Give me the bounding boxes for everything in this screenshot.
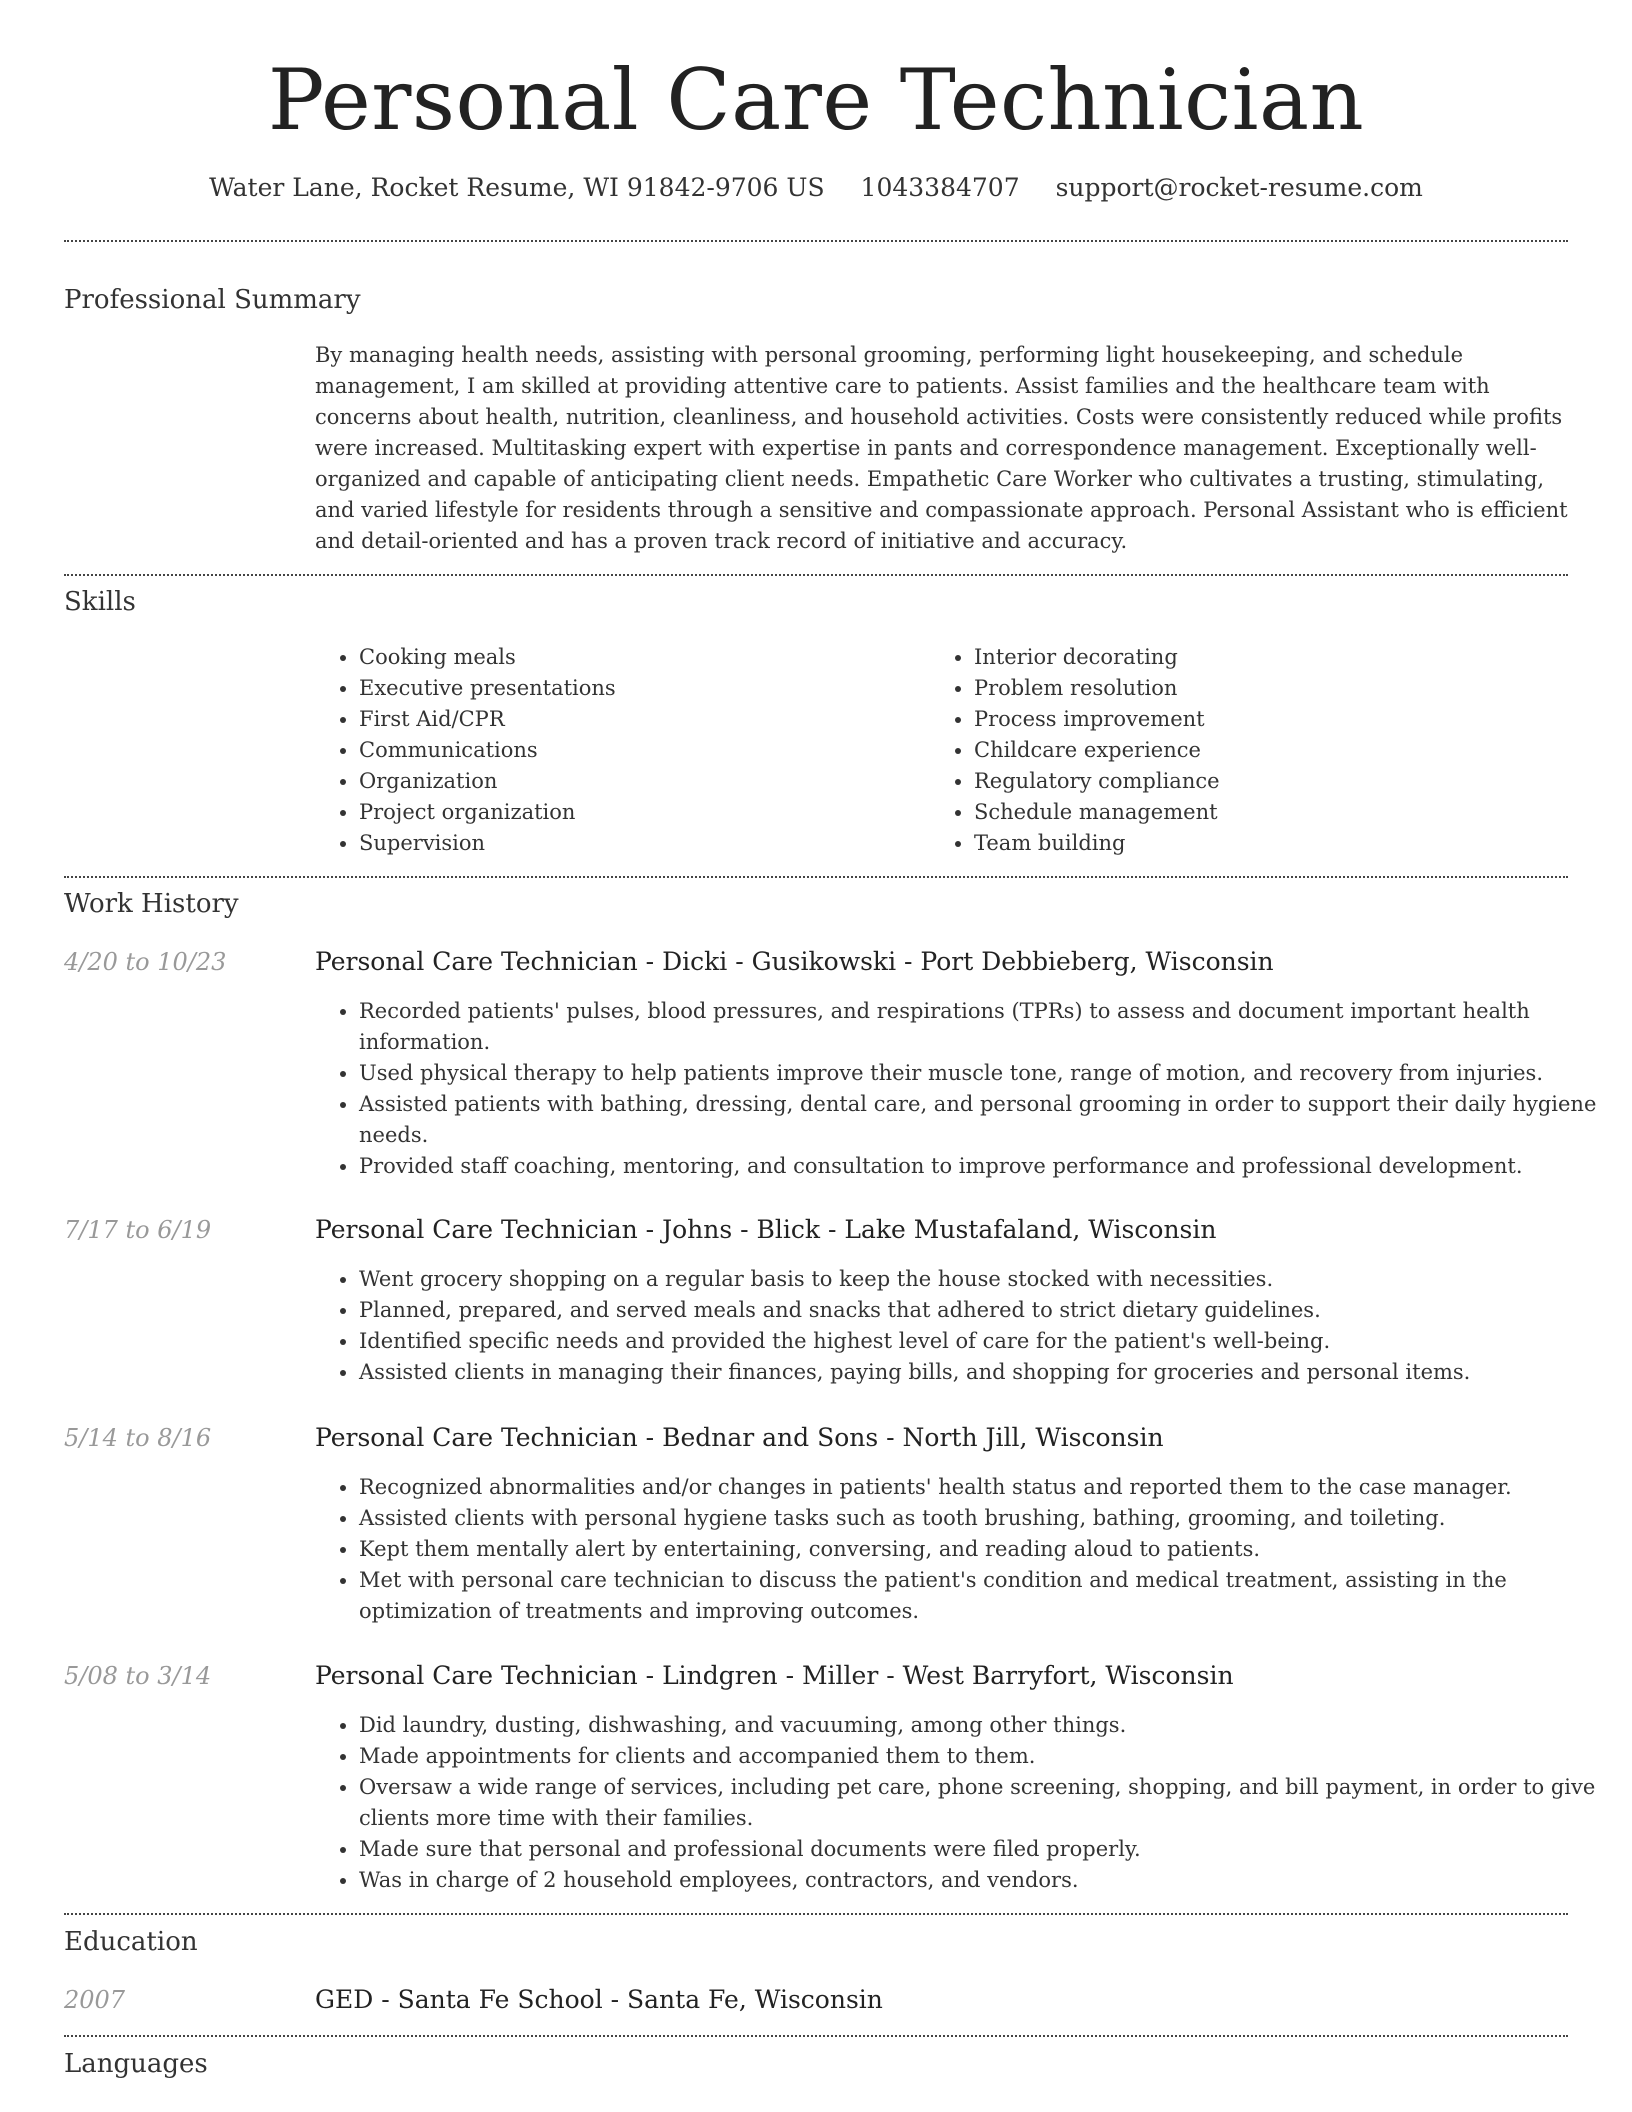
job-bullets [315,1472,1612,1627]
job-bullet: • Made sure that personal and professional documents were filed properly. [359,1834,1612,1865]
skill-item: • Communications [359,735,939,766]
job-bullet: • Provided staff coaching, mentoring, and consultation to improve performance and professional development. [359,1151,1612,1182]
summary-section-title: Professional Summary [64,285,361,315]
job-bullet: • Oversaw a wide range of services, including pet care, phone screening, shopping, and bill payment, in order to give clients more time with their families. [359,1772,1612,1834]
education-section-title: Education [64,1927,198,1957]
skill-item: • Organization [359,766,939,797]
skill-item: • Executive presentations [359,673,939,704]
job-bullets [315,1264,1612,1388]
skill-item: • Problem resolution [974,673,1594,704]
education-year: 2007 [64,1986,126,2014]
job-bullet: • Used physical therapy to help patients improve their muscle tone, range of motion, and recovery from injuries. [359,1058,1612,1089]
summary-text: By managing health needs, assisting with personal grooming, performing light housekeeping, and schedule management, I am skilled at providing attentive care to patients. Assist families and the healthcare team with concerns about health, nutrition, cleanliness, and household activities. Costs were consistently reduced while profits were increased. Multitasking expert with expertise in pants and correspondence management. Exceptionally well-organized and capable of anticipating client needs. Empathetic Care Worker who cultivates a trusting, stimulating, and varied lifestyle for residents through a sensitive and compassionate approach. Personal Assistant who is efficient and detail-oriented and has a proven track record of initiative and accuracy. [315,343,1568,553]
skill-item: • Regulatory compliance [974,766,1594,797]
skill-item: • Process improvement [974,704,1594,735]
job-bullet: • Met with personal care technician to discuss the patient's condition and medical treatment, assisting in the optimization of treatments and improving outcomes. [359,1565,1612,1627]
job-bullets [315,996,1612,1182]
job-bullet: • Recorded patients' pulses, blood pressures, and respirations (TPRs) to assess and document important health information. [359,996,1612,1058]
skills-section-title: Skills [64,587,136,617]
contact-address: Water Lane, Rocket Resume, WI 91842-9706 US [209,173,825,202]
skill-item: • Schedule management [974,797,1594,828]
contact-phone: 1043384707 [860,173,1020,202]
job-bullet: • Assisted clients in managing their finances, paying bills, and shopping for groceries and personal items. [359,1357,1612,1388]
job-title: Personal Care Technician - Bednar and Sons - North Jill, Wisconsin [315,1423,1164,1452]
job-bullet: • Identified specific needs and provided the highest level of care for the patient's well-being. [359,1326,1612,1357]
contact-line [0,168,1632,208]
job-bullet: • Assisted patients with bathing, dressing, dental care, and personal grooming in order to support their daily hygiene needs. [359,1089,1612,1151]
job-dates: 5/08 to 3/14 [64,1662,212,1690]
job-dates: 7/17 to 6/19 [64,1216,212,1244]
skill-item: • Interior decorating [974,642,1594,673]
job-dates: 4/20 to 10/23 [64,948,227,976]
education-entry: GED - Santa Fe School - Santa Fe, Wisconsin [315,1985,883,2014]
languages-section-title: Languages [64,2049,208,2079]
skill-item: • First Aid/CPR [359,704,939,735]
job-bullets [315,1710,1612,1896]
resume-name-heading: Personal Care Technician [267,51,1365,149]
job-dates: 5/14 to 8/16 [64,1424,212,1452]
job-bullet: • Made appointments for clients and accompanied them to them. [359,1741,1612,1772]
section-divider [64,240,1568,242]
job-title: Personal Care Technician - Dicki - Gusikowski - Port Debbieberg, Wisconsin [315,947,1274,976]
skills-list-left [315,642,939,859]
work-section-title: Work History [64,889,239,919]
job-bullet: • Planned, prepared, and served meals and snacks that adhered to strict dietary guidelines. [359,1295,1612,1326]
job-bullet: • Was in charge of 2 household employees, contractors, and vendors. [359,1865,1612,1896]
section-divider [64,2035,1568,2037]
job-bullet: • Assisted clients with personal hygiene tasks such as tooth brushing, bathing, grooming, and toileting. [359,1503,1612,1534]
skill-item: • Supervision [359,828,939,859]
skill-item: • Cooking meals [359,642,939,673]
job-title: Personal Care Technician - Lindgren - Miller - West Barryfort, Wisconsin [315,1661,1234,1690]
job-bullet: • Did laundry, dusting, dishwashing, and vacuuming, among other things. [359,1710,1612,1741]
skill-item: • Childcare experience [974,735,1594,766]
skills-list-right [930,642,1594,859]
job-bullet: • Recognized abnormalities and/or changes in patients' health status and reported them to the case manager. [359,1472,1612,1503]
skill-item: • Team building [974,828,1594,859]
contact-email: support@rocket-resume.com [1055,173,1423,202]
job-bullet: • Kept them mentally alert by entertaining, conversing, and reading aloud to patients. [359,1534,1612,1565]
section-divider [64,876,1568,878]
section-divider [64,574,1568,576]
job-bullet: • Went grocery shopping on a regular basis to keep the house stocked with necessities. [359,1264,1612,1295]
job-title: Personal Care Technician - Johns - Blick - Lake Mustafaland, Wisconsin [315,1215,1217,1244]
section-divider [64,1913,1568,1915]
skill-item: • Project organization [359,797,939,828]
